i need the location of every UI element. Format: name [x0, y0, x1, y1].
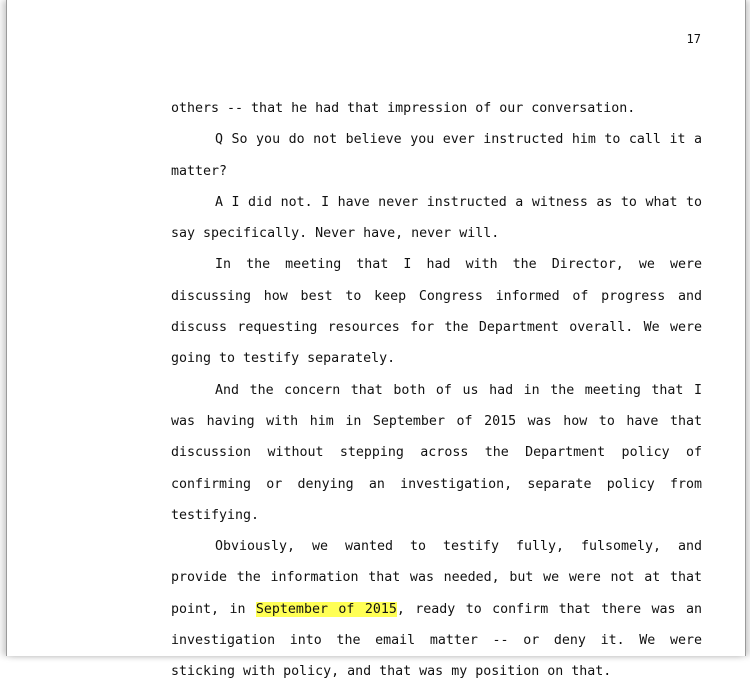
transcript-body [171, 93, 702, 688]
paragraph-testify [171, 531, 702, 687]
paragraph-question: Q So you do not believe you ever instructed him to call it a matter? [171, 132, 702, 179]
paragraph-continuation: others -- that he had that impression of our conversation. [171, 101, 636, 116]
paragraph-answer: A I did not. I have never instructed a witness as to what to say specifically. Never have, never will. [171, 194, 702, 242]
document-page [6, 0, 746, 680]
paragraph-meeting: In the meeting that I had with the Director, we were discussing how best to keep Congress informed of progress and discuss requesting resources for the Department overall. We were going to testify separately. [171, 257, 702, 367]
paragraph-concern: And the concern that both of us had in the meeting that I was having with him in September of 2015 was how to have that discussion without stepping across the Department policy of confirming or denying an investigation, separate policy from testifying. [171, 382, 702, 523]
paragraph-testify-end: , ready to confirm that there was an investigation into the email matter -- or deny it. We were sticking with policy, and that was my position on that. [171, 601, 702, 680]
page-number: 17 [686, 32, 701, 46]
paragraph-testify-start: Obviously, we wanted to testify fully, fulsomely, and provide the information that was needed, but we were not at that point, in [171, 539, 702, 617]
highlighted-text: September of 2015 [255, 601, 397, 617]
